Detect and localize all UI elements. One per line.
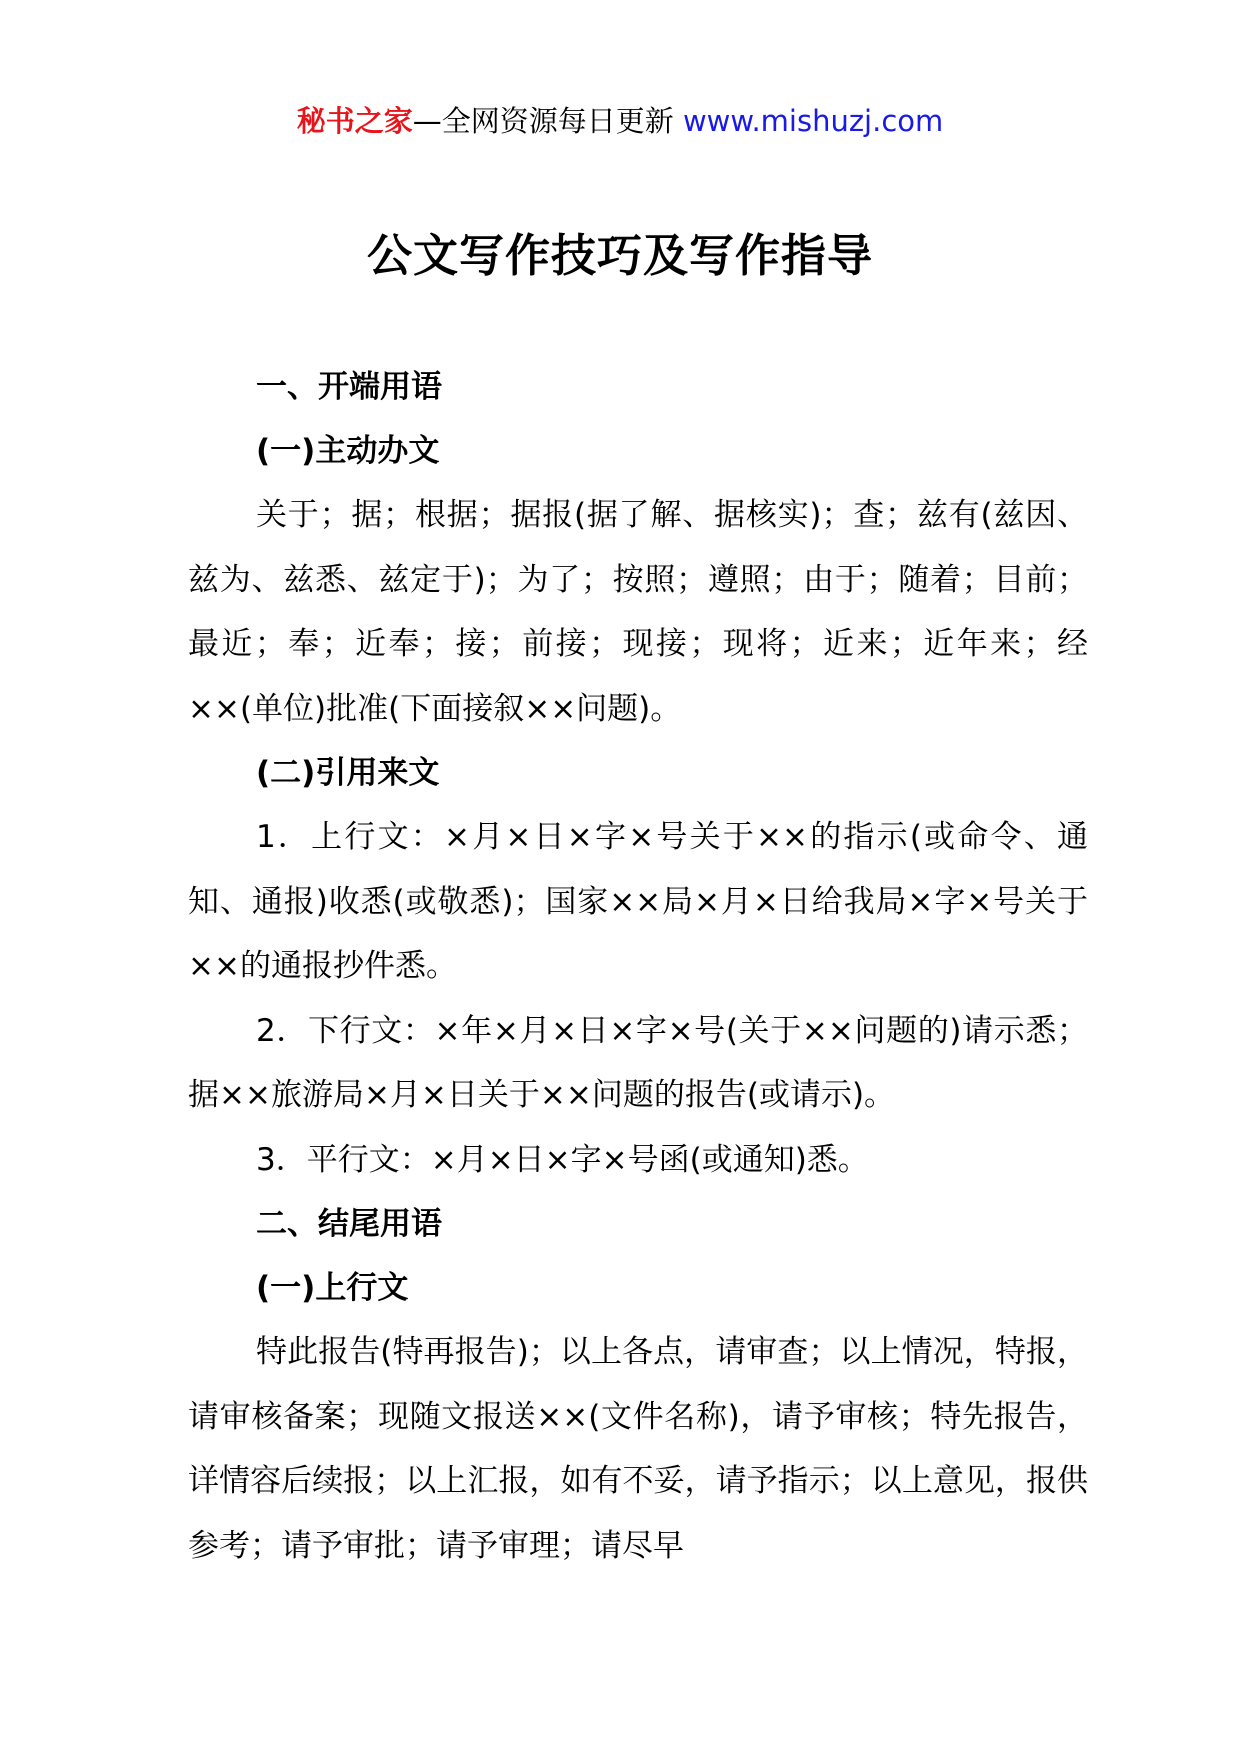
paragraph-active-terms: 关于；据；根据；据报(据了解、据核实)；查；兹有(兹因、兹为、兹悉、兹定于)；为了；按照；遵照；由于；随着；目前；最近；奉；近奉；接；前接；现接；现将；近来；近年来；经××(单位)批准(下面接叙××问题)。 — [188, 497, 1088, 727]
site-url-link[interactable]: www.mishuzj.com — [682, 104, 944, 138]
paragraph-parallel: 3．平行文：×月×日×字×号函(或通知)悉。 — [256, 1141, 869, 1178]
brand-name: 秘书之家 — [296, 104, 413, 138]
document-body — [188, 355, 1088, 1578]
paragraph-closing-terms: 特此报告(特再报告)；以上各点，请审查；以上情况，特报，请审核备案；现随文报送××(文件名称)，请予审核；特先报告，详情容后续报；以上汇报，如有不妥，请予指示；以上意见，报供参考；请予审批；请予审理；请尽早 — [188, 1334, 1088, 1564]
site-header — [0, 101, 1240, 141]
subsection-heading-upward: (一)上行文 — [256, 1270, 409, 1306]
paragraph-upward: 1．上行文：×月×日×字×号关于××的指示(或命令、通知、通报)收悉(或敬悉)；国家××局×月×日给我局×字×号关于××的通报抄件悉。 — [188, 819, 1088, 984]
section-heading-closing: 二、结尾用语 — [256, 1206, 442, 1242]
section-heading-opening: 一、开端用语 — [256, 369, 442, 405]
header-tagline: —全网资源每日更新 — [412, 104, 683, 138]
document-title: 公文写作技巧及写作指导 — [366, 229, 873, 282]
paragraph-downward: 2．下行文：×年×月×日×字×号(关于××问题的)请示悉；据××旅游局×月×日关于××问题的报告(或请示)。 — [188, 1012, 1088, 1113]
subsection-heading-citation: (二)引用来文 — [256, 755, 440, 791]
subsection-heading-active: (一)主动办文 — [256, 433, 440, 469]
